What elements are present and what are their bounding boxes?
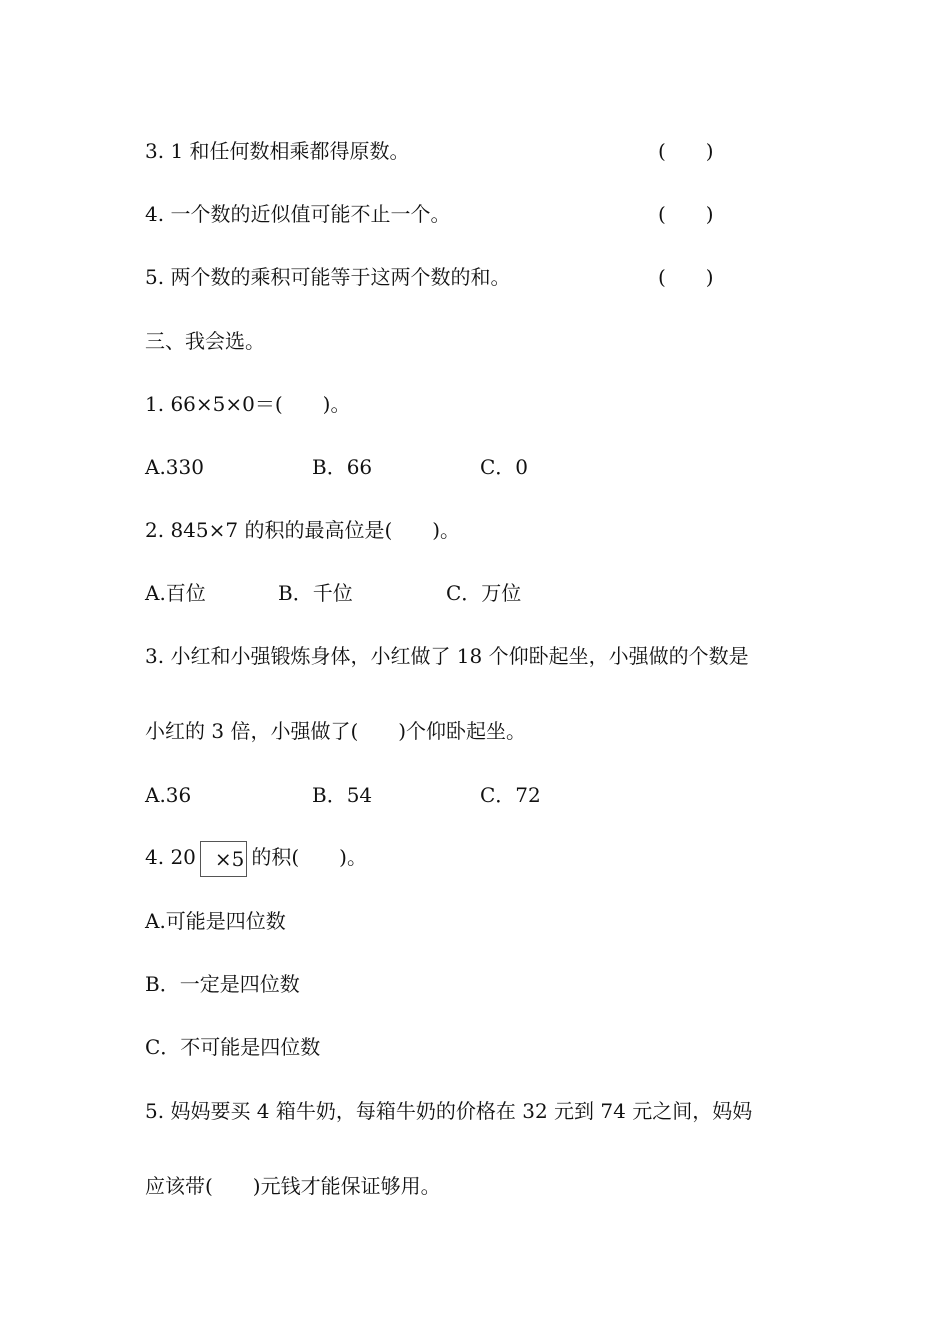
q1-option-b[interactable]: B．66 [312,455,373,479]
q4-option-b[interactable]: B．一定是四位数 [145,972,300,996]
q1-option-a[interactable]: A.330 [145,455,204,479]
q2-option-c[interactable]: C．万位 [446,581,522,605]
q2-option-b[interactable]: B．千位 [278,581,353,605]
answer-blank[interactable]: ( ) [658,202,714,226]
q3-option-c[interactable]: C．72 [480,783,541,807]
q4-suffix: 的积( )。 [251,845,367,869]
judge-item-4: 4. 一个数的近似值可能不止一个。 [145,202,451,226]
q3-option-a[interactable]: A.36 [145,783,192,807]
q3-option-b[interactable]: B．54 [312,783,373,807]
q4-option-c[interactable]: C．不可能是四位数 [145,1035,321,1059]
judge-item-5: 5. 两个数的乘积可能等于这两个数的和。 [145,265,511,289]
q4-prefix: 4. 20 [145,845,196,869]
q1-option-c[interactable]: C．0 [480,455,529,479]
question-3-stem-line2: 小红的 3 倍，小强做了( )个仰卧起坐。 [145,719,527,743]
question-5-stem-line1: 5. 妈妈要买 4 箱牛奶，每箱牛奶的价格在 32 元到 74 元之间，妈妈 [145,1099,753,1123]
judge-item-3: 3. 1 和任何数相乘都得原数。 [145,139,410,163]
section-heading: 三、我会选。 [145,329,265,353]
answer-blank[interactable]: ( ) [658,139,714,163]
answer-blank[interactable]: ( ) [658,265,714,289]
q4-blank-box[interactable]: ×5 [200,841,247,877]
question-2-stem: 2. 845×7 的积的最高位是( )。 [145,518,461,542]
question-3-stem-line1: 3. 小红和小强锻炼身体，小红做了 18 个仰卧起坐，小强做的个数是 [145,644,749,668]
question-5-stem-line2: 应该带( )元钱才能保证够用。 [145,1174,441,1198]
q4-option-a[interactable]: A.可能是四位数 [145,909,286,933]
question-4-stem [145,840,367,877]
question-1-stem: 1. 66×5×0＝( )。 [145,392,351,416]
q2-option-a[interactable]: A.百位 [145,581,206,605]
